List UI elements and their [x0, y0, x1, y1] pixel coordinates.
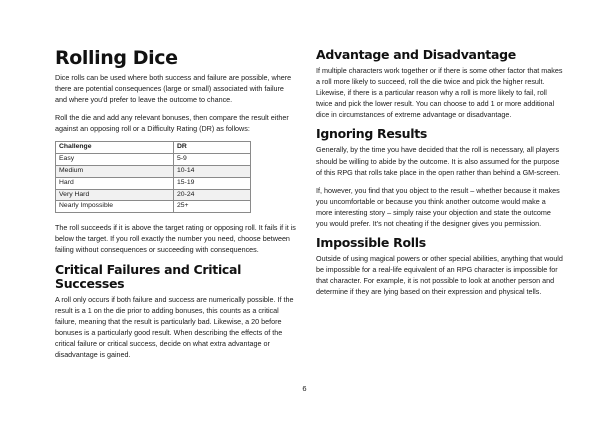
dr-cell: 20-24	[174, 189, 251, 201]
table-row	[56, 201, 251, 213]
left-column	[55, 48, 297, 367]
ignoring-results-paragraph-2: If, however, you find that you object to the result – whether because it makes you uncomfortable or because you think another outcome would make a more interesting story – simply raise your objection and state the outcome you would prefer. It's not cheating if the designer gives you permission.	[316, 185, 560, 229]
right-column	[316, 48, 564, 305]
dr-cell: 5-9	[174, 154, 251, 166]
dr-cell: 15-19	[174, 177, 251, 189]
page-title: Rolling Dice	[55, 47, 178, 69]
ignoring-results-heading: Ignoring Results	[316, 126, 428, 142]
table-row	[56, 189, 251, 201]
challenge-cell: Very Hard	[56, 189, 174, 201]
table-row	[56, 166, 251, 178]
advantage-paragraph: If multiple characters work together or if there is some other factor that makes a roll more likely to succeed, roll the die twice and pick the higher result. Likewise, if there is a particular reason why a roll is more likely to fail, roll twice and pick the lower result. You can choose to add 1 or more additional dice in circumstances of extreme advantage or disadvantage.	[316, 66, 563, 120]
column-header-dr: DR	[174, 142, 251, 154]
dr-cell: 25+	[174, 201, 251, 213]
challenge-cell: Nearly Impossible	[56, 201, 174, 213]
impossible-rolls-paragraph: Outside of using magical powers or other special abilities, anything that would be impossible for a real-life equivalent of an RPG character is impossible for that character. For example, it is not possible to look at another person and determine if they are lying based on their expression and physical tells.	[316, 254, 563, 297]
impossible-rolls-heading: Impossible Rolls	[316, 235, 426, 251]
critical-heading: Critical Failures and Critical Successes	[55, 261, 242, 291]
dr-cell: 10-14	[174, 166, 251, 178]
roll-instructions-paragraph: Roll the die and add any relevant bonuses, then compare the result either against an opposing roll or a Difficulty Rating (DR) as follows:	[55, 113, 289, 134]
intro-paragraph: Dice rolls can be used where both success and failure are possible, where there are potential consequences (large or small) associated with failure and where you'd prefer to leave the outcome to chance.	[55, 73, 292, 105]
ignoring-results-paragraph-1: Generally, by the time you have decided that the roll is necessary, all players should be willing to abide by the outcome. It is also assumed for the purpose of this RPG that rolls take place in the open rather than behind a GM-screen.	[316, 145, 561, 177]
table-header-row	[56, 142, 251, 154]
table-row	[56, 177, 251, 189]
challenge-cell: Hard	[56, 177, 174, 189]
advantage-heading: Advantage and Disadvantage	[316, 47, 516, 62]
difficulty-table	[55, 141, 251, 213]
challenge-cell: Easy	[56, 154, 174, 166]
critical-paragraph: A roll only occurs if both failure and success are numerically possible. If the result is a 1 on the die prior to adding bonuses, this counts as a critical failure, meaning that the result is particularly bad. Likewise, a 20 before bonuses is a particularly good result. When describing the effects of the critical failure or critical success, decide on what extra advantage or disadvantage is gained.	[55, 294, 294, 359]
challenge-cell: Medium	[56, 166, 174, 178]
column-header-challenge: Challenge	[56, 142, 174, 154]
success-rule-paragraph: The roll succeeds if it is above the target rating or opposing roll. It fails if it is below the target. If you roll exactly the number you need, choose between failing without consequences or succeeding with consequences.	[55, 223, 296, 255]
table-row	[56, 154, 251, 166]
page-number: 6	[302, 384, 307, 393]
